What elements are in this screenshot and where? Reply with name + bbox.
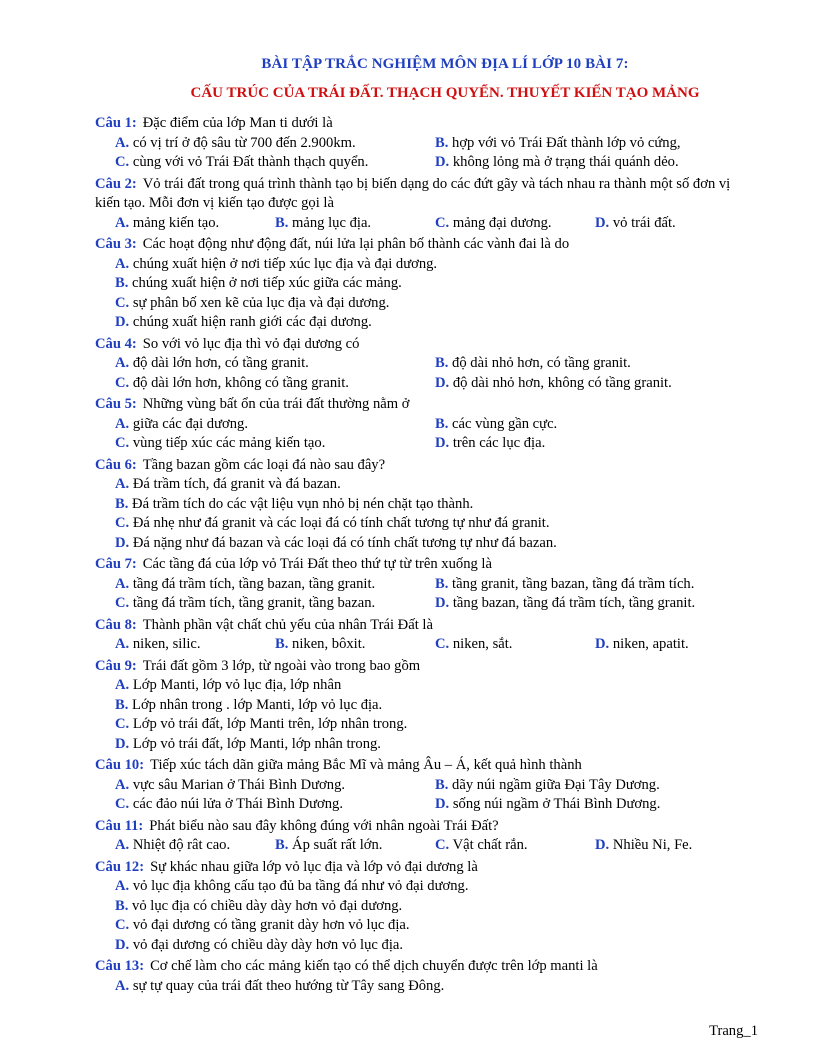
answer-option [115, 916, 755, 936]
answer-option [435, 635, 595, 655]
question-4 [95, 335, 755, 394]
option-text: hợp với vỏ Trái Đất thành lớp vỏ cứng, [452, 134, 681, 151]
option-letter: A. [115, 134, 130, 151]
answer-options [115, 635, 755, 655]
option-text: tầng granit, tầng bazan, tầng đá trầm tích. [452, 575, 695, 592]
answer-option [115, 735, 755, 755]
option-letter: A. [115, 977, 130, 994]
option-letter: D. [115, 735, 130, 752]
question-text: Những vùng bất ổn của trái đất thường nằm ở [142, 396, 410, 412]
answer-option [435, 153, 755, 173]
question-stem [95, 114, 755, 134]
option-letter: B. [115, 495, 129, 512]
option-letter: C. [115, 294, 130, 311]
answer-option [115, 153, 435, 173]
answer-option [435, 575, 755, 595]
answer-option [435, 836, 595, 856]
question-stem [95, 555, 755, 575]
answer-options [115, 475, 755, 553]
option-letter: C. [115, 435, 130, 451]
question-7 [95, 555, 755, 614]
answer-option [115, 594, 435, 614]
answer-option [115, 534, 755, 554]
answer-option [115, 676, 755, 696]
option-letter: A. [115, 415, 130, 432]
option-letter: B. [115, 275, 129, 291]
answer-options [115, 415, 755, 454]
question-1 [95, 114, 755, 173]
answer-option [435, 354, 755, 374]
answer-option [115, 214, 275, 234]
question-12 [95, 858, 755, 956]
page-number: Trang_1 [709, 1023, 758, 1039]
question-number: Câu 8: [95, 616, 137, 633]
option-text: Lớp vỏ trái đất, lớp Manti, lớp nhân trong. [132, 735, 381, 752]
question-6 [95, 456, 755, 554]
answer-option [115, 514, 755, 534]
answer-options [115, 836, 755, 856]
option-text: sống núi ngầm ở Thái Bình Dương. [452, 796, 661, 812]
question-stem [95, 957, 755, 977]
option-text: vỏ đại dương có chiều dày dày hơn vỏ lục địa. [132, 936, 404, 953]
option-letter: B. [435, 776, 449, 793]
answer-option [595, 836, 755, 856]
option-letter: C. [115, 154, 130, 170]
answer-option [115, 776, 435, 796]
option-text: Lớp vỏ trái đất, lớp Manti trên, lớp nhân trong. [132, 716, 408, 732]
option-text: vùng tiếp xúc các mảng kiến tạo. [132, 435, 326, 451]
option-letter: D. [435, 595, 450, 611]
option-text: chúng xuất hiện ở nơi tiếp xúc giữa các mảng. [132, 275, 402, 291]
option-letter: C. [115, 515, 130, 531]
option-letter: A. [115, 636, 130, 652]
option-row [115, 594, 755, 614]
question-number: Câu 9: [95, 657, 137, 674]
answer-options [115, 354, 755, 393]
answer-option [115, 936, 755, 956]
option-text: các vùng gần cực. [452, 415, 558, 432]
question-8 [95, 616, 755, 655]
answer-option [115, 977, 755, 997]
answer-option [275, 214, 435, 234]
option-text: Nhiệt độ rât cao. [132, 837, 231, 853]
option-letter: B. [275, 214, 289, 231]
option-letter: A. [115, 575, 130, 592]
question-number: Câu 7: [95, 556, 137, 572]
answer-options [115, 214, 755, 234]
option-text: Đá trầm tích, đá granit và đá bazan. [132, 476, 341, 492]
option-row [115, 153, 755, 173]
option-letter: B. [435, 355, 449, 371]
answer-option [115, 795, 435, 815]
question-text: Các tầng đá của lớp vỏ Trái Đất theo thứ tự từ trên xuống là [142, 556, 492, 572]
option-letter: D. [595, 837, 610, 853]
option-text: mảng kiến tạo. [132, 214, 220, 231]
question-number: Câu 11: [95, 817, 144, 834]
option-row [115, 415, 755, 435]
option-letter: B. [275, 837, 289, 853]
option-text: Vật chất rắn. [452, 837, 528, 853]
option-text: chúng xuất hiện ở nơi tiếp xúc lục địa và đại dương. [132, 255, 438, 272]
question-number: Câu 3: [95, 236, 137, 252]
question-number: Câu 1: [95, 115, 137, 131]
question-stem [95, 175, 755, 214]
question-11 [95, 817, 755, 856]
answer-option [435, 415, 755, 435]
option-letter: D. [435, 374, 450, 391]
option-text: dãy núi ngầm giữa Đại Tây Dương. [452, 776, 660, 793]
question-5 [95, 395, 755, 454]
answer-option [115, 354, 435, 374]
option-row [115, 575, 755, 595]
answer-option [115, 877, 755, 897]
option-text: cùng với vỏ Trái Đất thành thạch quyển. [132, 154, 369, 170]
option-letter: C. [115, 595, 130, 611]
option-row [115, 776, 755, 796]
question-text: Trái đất gồm 3 lớp, từ ngoài vào trong bao gồm [142, 657, 421, 674]
option-letter: D. [115, 314, 130, 330]
option-text: Lớp Manti, lớp vỏ lục địa, lớp nhân [132, 677, 342, 693]
answer-option [435, 434, 755, 454]
answer-option [115, 897, 755, 917]
option-letter: C. [115, 716, 130, 732]
answer-options [115, 776, 755, 815]
question-2 [95, 175, 755, 234]
option-letter: B. [435, 134, 449, 151]
question-text: Sự khác nhau giữa lớp vỏ lục địa và lớp vỏ đại dương là [150, 858, 478, 875]
answer-option [115, 313, 755, 333]
answer-option [435, 776, 755, 796]
option-row [115, 795, 755, 815]
option-text: Đá nặng như đá bazan và các loại đá có tính chất tương tự như đá bazan. [132, 534, 557, 551]
option-letter: C. [435, 214, 450, 231]
option-row [115, 635, 755, 655]
option-text: mảng lục địa. [292, 214, 372, 231]
answer-option [115, 255, 755, 275]
answer-options [115, 676, 755, 754]
question-10 [95, 756, 755, 815]
question-number: Câu 12: [95, 858, 145, 875]
answer-option [115, 495, 755, 515]
question-number: Câu 2: [95, 175, 137, 192]
option-text: tầng đá trầm tích, tầng bazan, tầng granit. [132, 575, 376, 592]
option-letter: B. [115, 897, 129, 914]
answer-option [115, 294, 755, 314]
answer-option [275, 635, 435, 655]
answer-option [115, 415, 435, 435]
question-number: Câu 13: [95, 958, 145, 974]
option-row [115, 354, 755, 374]
option-text: có vị trí ở độ sâu từ 700 đến 2.900km. [132, 134, 356, 151]
option-text: tầng bazan, tầng đá trầm tích, tầng granit. [452, 595, 696, 611]
option-text: các đảo núi lửa ở Thái Bình Dương. [132, 796, 343, 812]
answer-option [435, 795, 755, 815]
option-text: niken, bôxit. [292, 636, 366, 652]
option-letter: A. [115, 355, 130, 371]
option-row [115, 434, 755, 454]
option-letter: C. [435, 837, 450, 853]
answer-options [115, 977, 755, 997]
option-text: sự phân bố xen kẽ của lục địa và đại dương. [132, 294, 390, 311]
option-text: niken, sắt. [452, 636, 513, 652]
option-text: Đá trầm tích do các vật liệu vụn nhỏ bị nén chặt tạo thành. [132, 495, 474, 512]
question-stem [95, 335, 755, 355]
question-stem [95, 616, 755, 636]
option-text: niken, apatit. [612, 636, 689, 652]
question-stem [95, 395, 755, 415]
option-text: trên các lục địa. [452, 435, 546, 451]
question-3 [95, 235, 755, 333]
option-row [115, 134, 755, 154]
option-text: Lớp nhân trong . lớp Manti, lớp vỏ lục địa. [132, 696, 383, 713]
answer-options [115, 255, 755, 333]
worksheet-subtitle: CẤU TRÚC CỦA TRÁI ĐẤT. THẠCH QUYỂN. THUYẾT KIẾN TẠO MẢNG [190, 85, 700, 101]
answer-option [115, 696, 755, 716]
question-text: Vỏ trái đất trong quá trình thành tạo bị biến dạng do các đứt gãy và tách nhau ra thành một số đơn vị kiến tạo. Mỗi đơn vị kiến tạo được gọi là [95, 175, 731, 211]
option-letter: B. [275, 636, 289, 652]
question-text: Thành phần vật chất chủ yếu của nhân Trái Đất là [142, 616, 433, 633]
option-text: giữa các đại dương. [132, 415, 248, 432]
option-letter: D. [595, 636, 610, 652]
option-letter: A. [115, 255, 130, 272]
option-text: vỏ trái đất. [612, 214, 676, 231]
answer-option [115, 434, 435, 454]
option-text: độ dài lớn hơn, không có tầng granit. [132, 374, 349, 391]
question-text: Tiếp xúc tách dãn giữa mảng Bắc Mĩ và mảng Âu – Á, kết quả hình thành [150, 757, 582, 773]
question-number: Câu 10: [95, 757, 145, 773]
option-text: tầng đá trầm tích, tầng granit, tầng bazan. [132, 595, 376, 611]
option-text: vỏ lục địa không cấu tạo đủ ba tầng đá như vỏ đại dương. [132, 878, 469, 894]
option-letter: C. [435, 636, 450, 652]
option-text: độ dài lớn hơn, có tầng granit. [132, 355, 309, 371]
option-text: không lỏng mà ở trạng thái quánh dẻo. [452, 154, 679, 170]
answer-option [435, 214, 595, 234]
option-text: độ dài nhỏ hơn, có tầng granit. [452, 355, 631, 371]
answer-option [435, 594, 755, 614]
option-letter: D. [115, 534, 130, 551]
question-text: Cơ chế làm cho các mảng kiến tạo có thể dịch chuyển được trên lớp manti là [150, 958, 598, 974]
answer-option [275, 836, 435, 856]
question-stem [95, 456, 755, 476]
question-text: Đặc điểm của lớp Man ti dưới là [142, 115, 333, 131]
question-stem [95, 817, 755, 837]
question-list [95, 114, 755, 996]
option-letter: A. [115, 776, 130, 793]
answer-option [115, 836, 275, 856]
question-number: Câu 5: [95, 396, 137, 412]
answer-option [435, 374, 755, 394]
answer-option [595, 214, 755, 234]
option-letter: A. [115, 677, 130, 693]
question-text: So với vỏ lục địa thì vỏ đại dương có [142, 335, 360, 352]
option-text: chúng xuất hiện ranh giới các đại dương. [132, 314, 372, 330]
option-text: vỏ đại dương có tầng granit dày hơn vỏ lục địa. [132, 917, 410, 933]
question-stem [95, 858, 755, 878]
option-row [115, 836, 755, 856]
option-text: Nhiều Ni, Fe. [612, 837, 693, 853]
option-letter: D. [115, 936, 130, 953]
option-letter: A. [115, 878, 130, 894]
option-text: mảng đại dương. [452, 214, 552, 231]
option-text: sự tự quay của trái đất theo hướng từ Tây sang Đông. [132, 977, 445, 994]
answer-option [115, 475, 755, 495]
question-text: Các hoạt động như động đất, núi lửa lại phân bố thành các vành đai là do [142, 236, 570, 252]
question-stem [95, 657, 755, 677]
question-text: Phát biểu nào sau đây không đúng với nhân ngoài Trái Đất? [149, 817, 499, 834]
option-letter: A. [115, 837, 130, 853]
option-text: vực sâu Marian ở Thái Bình Dương. [132, 776, 346, 793]
worksheet-title: BÀI TẬP TRẮC NGHIỆM MÔN ĐỊA LÍ LỚP 10 BÀI 7: [261, 56, 629, 72]
question-number: Câu 6: [95, 456, 137, 473]
answer-options [115, 134, 755, 173]
option-letter: D. [595, 214, 610, 231]
option-row [115, 374, 755, 394]
answer-option [115, 374, 435, 394]
option-letter: A. [115, 214, 130, 231]
answer-option [595, 635, 755, 655]
option-text: Áp suất rất lớn. [292, 837, 383, 853]
option-letter: B. [115, 696, 129, 713]
worksheet-page [95, 56, 755, 996]
question-9 [95, 657, 755, 755]
question-stem [95, 756, 755, 776]
option-letter: B. [435, 575, 449, 592]
question-stem [95, 235, 755, 255]
answer-options [115, 575, 755, 614]
option-text: vỏ lục địa có chiều dày dày hơn vỏ đại dương. [132, 897, 403, 914]
answer-option [115, 715, 755, 735]
option-letter: C. [115, 796, 130, 812]
answer-option [435, 134, 755, 154]
question-number: Câu 4: [95, 335, 137, 352]
option-letter: D. [435, 796, 450, 812]
answer-option [115, 134, 435, 154]
answer-option [115, 274, 755, 294]
option-text: Đá nhẹ như đá granit và các loại đá có tính chất tương tự như đá granit. [132, 515, 550, 531]
option-letter: A. [115, 476, 130, 492]
option-letter: B. [435, 415, 449, 432]
option-text: niken, silic. [132, 636, 201, 652]
option-letter: D. [435, 154, 450, 170]
option-text: độ dài nhỏ hơn, không có tầng granit. [452, 374, 672, 391]
option-letter: C. [115, 917, 130, 933]
answer-option [115, 635, 275, 655]
question-text: Tầng bazan gồm các loại đá nào sau đây? [142, 456, 386, 473]
answer-options [115, 877, 755, 955]
answer-option [115, 575, 435, 595]
option-row [115, 214, 755, 234]
option-letter: D. [435, 435, 450, 451]
option-letter: C. [115, 374, 130, 391]
question-13 [95, 957, 755, 996]
